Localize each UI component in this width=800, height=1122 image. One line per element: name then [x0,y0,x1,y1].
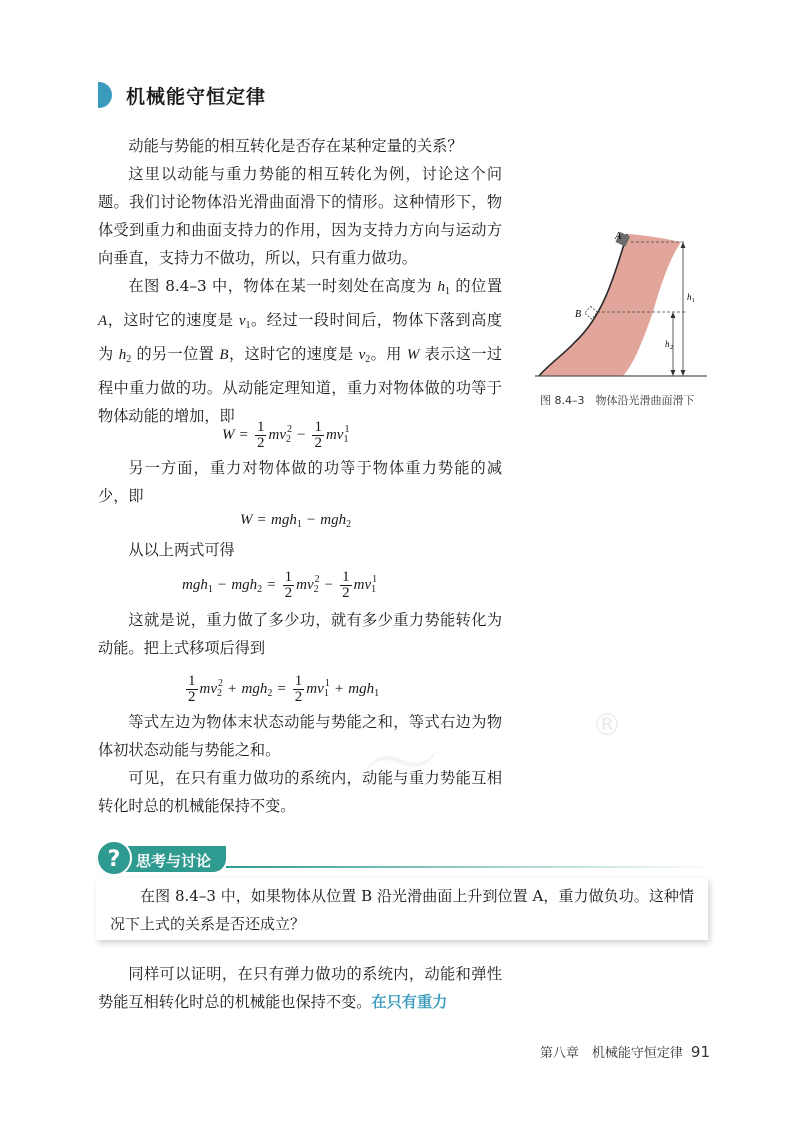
paragraph-4: 另一方面，重力对物体做的功等于物体重力势能的减少，即 [98,459,502,505]
paragraph-9: 同样可以证明，在只有弹力做功的系统内，动能和弹性势能互相转化时总的机械能也保持不变。在只有重力 [98,965,502,1011]
formula-work-potential: W = mgh$_1$ − mgh$_2$ [240,512,352,530]
registered-mark-icon: ® [592,708,622,743]
label-A: A [615,231,622,242]
discussion-divider [226,866,716,868]
heading-marker-icon [98,82,112,108]
paragraph-2: 这里以动能与重力势能的相互转化为例，讨论这个问题。我们讨论物体沿光滑曲面滑下的情形。这种情形下，物体受到重力和曲面支持力的作用，因为支持力方向与运动方向垂直，支持力不做功，所以，只有重力做功。 [98,165,502,267]
paragraph-8: 可见，在只有重力做功的系统内，动能与重力势能互相转化时总的机械能保持不变。 [98,769,502,815]
discussion-title: 思考与讨论 [136,852,212,870]
arrow-h1-top-icon [681,242,686,248]
discussion-box [96,878,708,940]
paragraph-7: 等式左边为物体末状态动能与势能之和，等式右边为物体初状态动能与势能之和。 [98,713,502,759]
paragraph-3: 在图 8.4–3 中，物体在某一时刻处在高度为 $h_1$ 的位置 A，这时它的速度是 $v_1$。经过一段时间后，物体下落到高度为 $h_2$ 的另一位置 B，这时它的速度是 $v_2$。用 W 表示这一过程中重力做的功。从动能定理知道，重力对物体做的功等于物体动能的增加，即 [98,277,503,425]
curve-body [539,234,681,376]
curve-figure [535,222,715,387]
section-heading [98,80,266,110]
label-h2-sub: 2 [670,345,673,351]
section-title: 机械能守恒定律 [126,85,267,108]
figure-caption: 图 8.4–3 物体沿光滑曲面滑下 [540,394,695,407]
label-h1-sub: 1 [692,298,695,304]
formula-combined: mgh$_1$ − mgh$_2$ = $\frac{1}{2}$ $mv_2^2$ − $\frac{1}{2}$ $mv_1^1$ [182,569,378,601]
formula-conservation: $\frac{1}{2}$ $mv_2^2 + mgh_2$ = $\frac{1}{2}$ $mv_1^1 + mgh_1$ [188,673,380,705]
page-footer [540,1042,710,1061]
label-B: B [575,309,582,320]
arrow-h2-bottom-icon [671,370,676,376]
question-icon: ? [96,840,132,876]
main-text [98,132,502,430]
label-h1: h [687,292,692,302]
paragraph-6: 这就是说，重力做了多少功，就有多少重力势能转化为动能。把上式移项后得到 [98,611,502,657]
arrow-h1-bottom-icon [681,370,686,376]
chapter-title: 第八章 机械能守恒定律 [539,1046,683,1061]
label-h2: h [665,339,670,349]
discussion-header [96,840,716,878]
arrow-h2-top-icon [671,312,676,318]
paragraph-5: 从以上两式可得 [128,541,235,559]
formula-work-kinetic: W = $\frac{1}{2}$ $mv_2^2$ − $\frac{1}{2}$ $mv_1^1$ [222,419,350,451]
watermark [352,695,447,820]
paragraph-1: 动能与势能的相互转化是否存在某种定量的关系？ [128,137,463,155]
highlight-text: 在只有重力 [371,993,448,1011]
page-number: 91 [690,1043,710,1061]
discussion-text: 在图 8.4–3 中，如果物体从位置 B 沿光滑曲面上升到位置 A，重力做负功。这种情况下上式的关系是否还成立？ [110,887,694,933]
